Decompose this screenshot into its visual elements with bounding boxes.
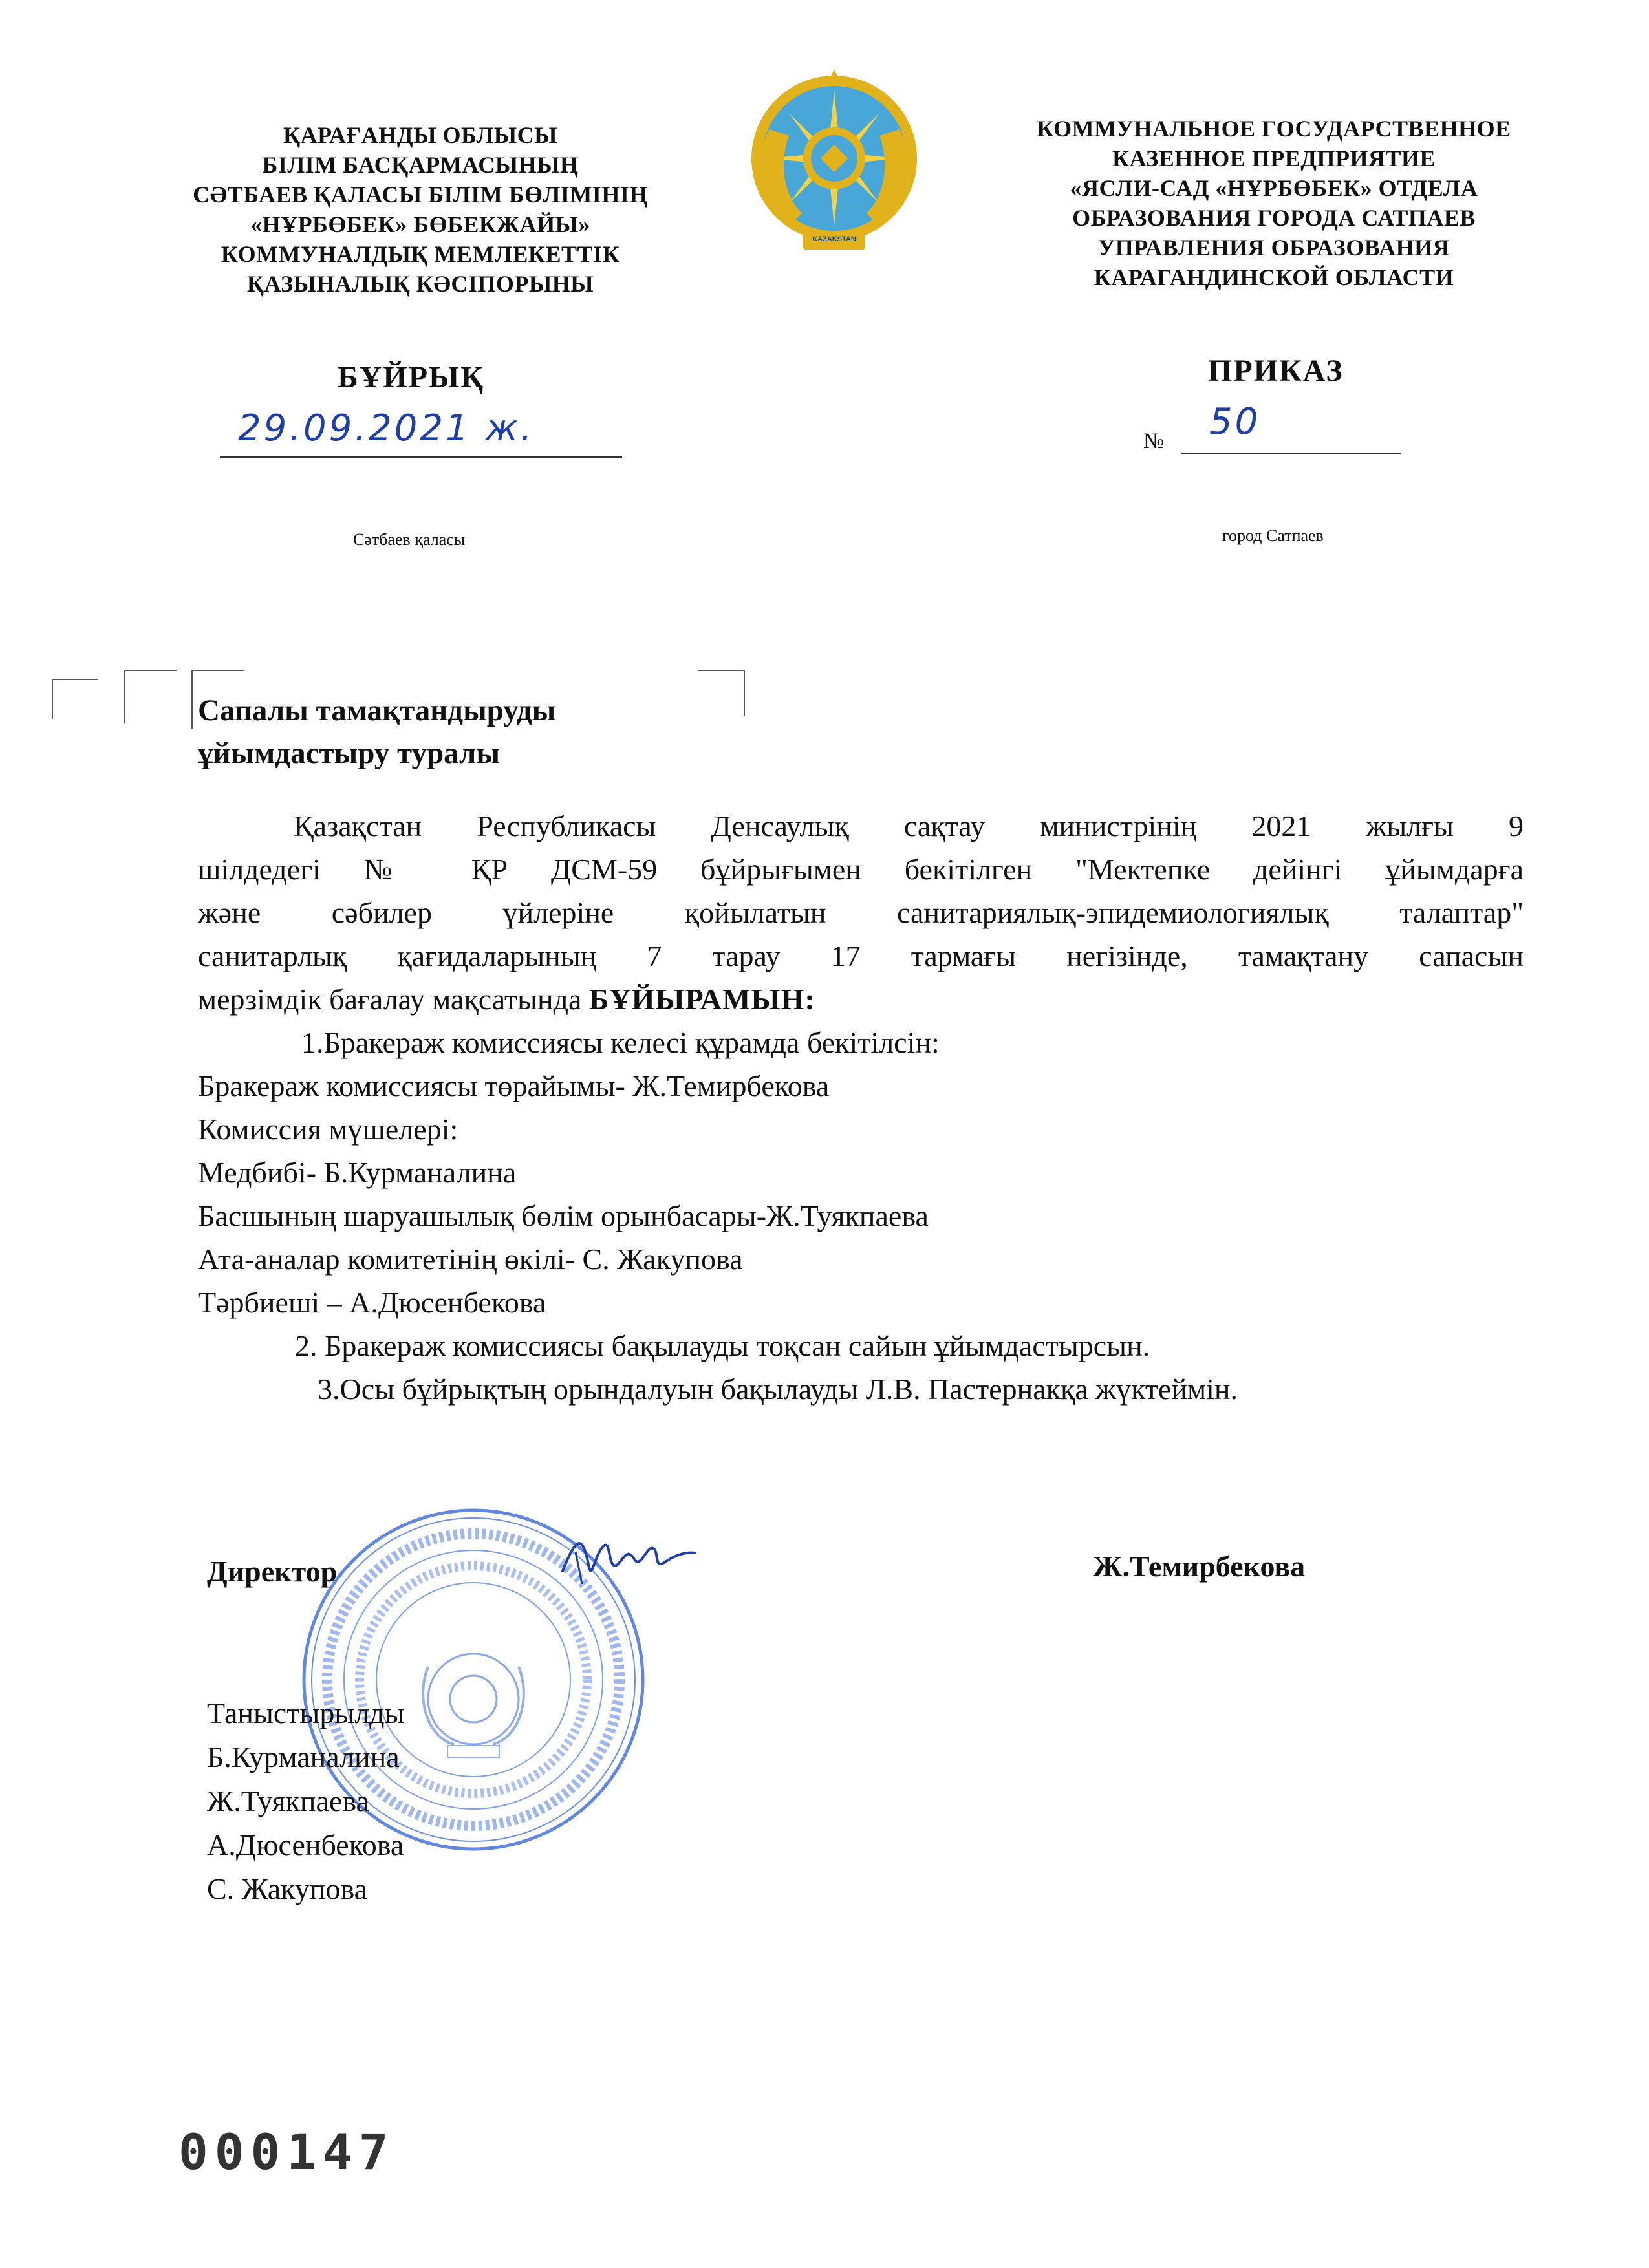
header-right-line: КОММУНАЛЬНОЕ ГОСУДАРСТВЕННОЕ (1037, 116, 1511, 142)
emblem-label: KAZAKSTAN (812, 235, 856, 243)
member-line: Медбибі- Б.Курманалина (198, 1156, 517, 1189)
city-kz: Сәтбаев қаласы (353, 530, 466, 549)
corner-bracket (124, 670, 177, 723)
corner-bracket (698, 670, 745, 716)
serial-number: 000147 (178, 2123, 395, 2181)
order-title-ru: ПРИКАЗ (1208, 354, 1344, 388)
signature-name: Ж.Темирбекова (1093, 1550, 1306, 1583)
member-line: Ата-аналар комитетінің өкілі- С. Жакупова (198, 1243, 743, 1276)
header-left-line: КОММУНАЛДЫҚ МЕМЛЕКЕТТІК (221, 241, 620, 267)
number-line (1181, 453, 1401, 454)
corner-bracket (52, 679, 98, 719)
acknowledged-name: А.Дюсенбекова (207, 1828, 404, 1861)
date-line (220, 456, 622, 458)
header-left-line: ҚАЗЫНАЛЫҚ КӘСІПОРЫНЫ (246, 271, 594, 297)
number-sign: № (1143, 429, 1165, 453)
member-line: Тәрбиеші – А.Дюсенбекова (198, 1286, 546, 1319)
acknowledged-name: Ж.Туякпаева (207, 1784, 369, 1817)
city-ru: город Сатпаев (1222, 526, 1324, 545)
header-right-line: ОБРАЗОВАНИЯ ГОРОДА САТПАЕВ (1072, 205, 1476, 231)
subject-line: ұйымдастыру туралы (198, 736, 501, 770)
header-left-line: «НҰРБӨБЕК» БӨБЕКЖАЙЫ» (250, 211, 590, 237)
header-right-line: «ЯСЛИ-САД «НҰРБӨБЕК» ОТДЕЛА (1070, 175, 1478, 201)
subject (198, 689, 555, 775)
director-signature (556, 1526, 698, 1597)
acknowledged-name: С. Жакупова (207, 1872, 368, 1905)
acknowledged-label: Таныстырылды (207, 1696, 405, 1729)
item-3: 3.Осы бұйрықтың орындалуын бақылауды Л.В. Пастернакқа жүктеймін. (318, 1373, 1238, 1406)
header-right-line: КАЗЕННОЕ ПРЕДПРИЯТИЕ (1112, 145, 1436, 171)
header-left-line: БІЛІМ БАСҚАРМАСЫНЫҢ (262, 152, 579, 178)
signature-position: Директор (207, 1555, 338, 1588)
order-date: 29.09.2021 ж. (238, 407, 535, 449)
order-number: 50 (1209, 401, 1261, 443)
acknowledged-block (207, 1691, 405, 1911)
intro-line: шілдедегі № ҚР ДСМ-59 бұйрығымен бекітілген "Мектепке дейінгі ұйымдарға (198, 853, 1524, 886)
intro-line: және сәбилер үйлеріне қойылатын санитариялық-эпидемиологиялық талаптар" (198, 896, 1524, 929)
subject-line: Сапалы тамақтандыруды (198, 694, 556, 727)
state-emblem (744, 65, 925, 259)
intro-last-line: мерзімдік бағалау мақсатында БҰЙЫРАМЫН: (198, 983, 815, 1016)
header-left-line: СӘТБАЕВ ҚАЛАСЫ БІЛІМ БӨЛІМІНІҢ (193, 182, 648, 208)
header-left-line: ҚАРАҒАНДЫ ОБЛЫСЫ (283, 122, 557, 148)
member-line: Комиссия мүшелері: (198, 1113, 458, 1146)
header-right-line: КАРАГАНДИНСКОЙ ОБЛАСТИ (1094, 264, 1454, 290)
order-word: БҰЙЫРАМЫН: (588, 983, 815, 1016)
order-body (198, 804, 1524, 1411)
header-left-block (149, 120, 692, 299)
order-title-kz: БҰЙРЫҚ (338, 360, 484, 394)
header-right-line: УПРАВЛЕНИЯ ОБРАЗОВАНИЯ (1097, 235, 1450, 261)
item-2: 2. Бракераж комиссиясы бақылауды тоқсан сайын ұйымдастырсын. (295, 1329, 1150, 1362)
item-1: 1.Бракераж комиссиясы келесі құрамда бекітілсін: (301, 1026, 940, 1059)
member-line: Бракераж комиссиясы төрайымы- Ж.Темирбекова (198, 1069, 830, 1102)
acknowledged-name: Б.Курманалина (207, 1740, 400, 1773)
intro-line: санитарлық қағидаларының 7 тарау 17 тармағы негізінде, тамақтану сапасын (198, 939, 1524, 972)
header-right-block (983, 114, 1565, 292)
member-line: Басшының шаруашылық бөлім орынбасары-Ж.Туякпаева (198, 1199, 929, 1232)
intro-line: Қазақстан Республикасы Денсаулық сақтау министрінің 2021 жылғы 9 (294, 809, 1524, 842)
